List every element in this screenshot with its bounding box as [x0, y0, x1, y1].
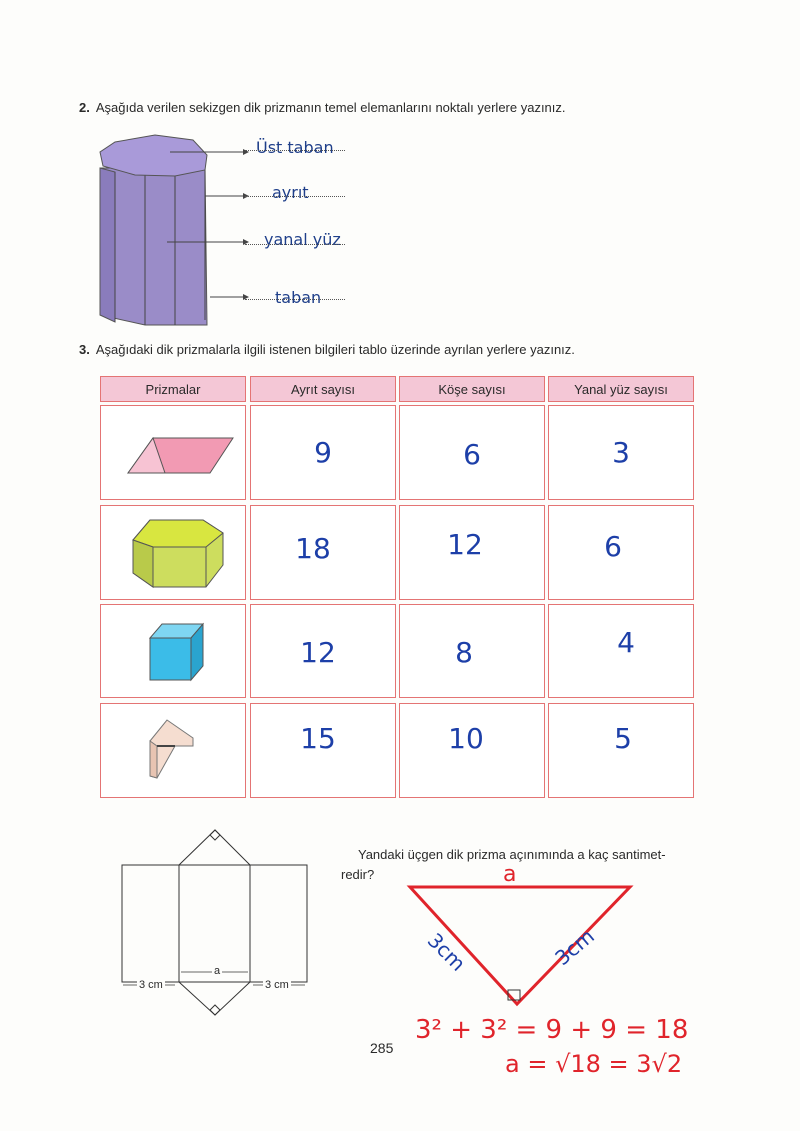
row1-faces: 3	[612, 436, 630, 469]
net-label-left: 3 cm	[139, 979, 163, 991]
answer-base: taban	[275, 288, 322, 307]
header-prisms: Prizmalar	[100, 376, 246, 402]
net-label-right: 3 cm	[265, 979, 289, 991]
octagonal-prism-figure	[95, 130, 255, 330]
row3-vertices: 8	[455, 636, 473, 669]
header-edges: Ayrıt sayısı	[250, 376, 396, 402]
answer-top-base: Üst taban	[256, 138, 334, 157]
question-text: Aşağıdaki dik prizmalarla ilgili istenen bilgileri tablo üzerinde ayrılan yerlere yazınız.	[95, 342, 575, 357]
pentagonal-prism-icon	[145, 716, 200, 782]
header-vertices: Köşe sayısı	[399, 376, 545, 402]
dotted-line	[245, 299, 345, 300]
triangle-label-top: a	[503, 862, 517, 887]
row1-vertices: 6	[463, 438, 481, 471]
row4-faces: 5	[614, 722, 632, 755]
row2-vertices: 12	[447, 528, 483, 561]
answer-edge: ayrıt	[272, 183, 309, 202]
header-faces: Yanal yüz sayısı	[548, 376, 694, 402]
question-3	[79, 342, 575, 357]
triangle-label-left: 3cm	[422, 928, 471, 976]
question-4-text-line1: Yandaki üçgen dik prizma açınımında a kaç santimet-	[358, 847, 666, 862]
hexagonal-prism-icon	[128, 515, 228, 590]
question-4-text-line2: redir?	[341, 867, 375, 882]
net-label-middle: a	[214, 965, 221, 977]
dotted-line	[245, 196, 345, 197]
dotted-line	[245, 244, 345, 245]
work-line-1: 3² + 3² = 9 + 9 = 18	[415, 1015, 689, 1045]
triangle-label-right: 3cm	[550, 923, 599, 971]
page-number: 285	[370, 1040, 394, 1056]
work-line-2: a = √18 = 3√2	[505, 1050, 683, 1078]
dotted-line	[245, 150, 345, 151]
question-number: 3.	[79, 342, 90, 357]
row3-edges: 12	[300, 636, 336, 669]
row2-faces: 6	[604, 530, 622, 563]
triangular-prism-icon	[125, 430, 235, 480]
row3-faces: 4	[617, 626, 635, 659]
cube-icon	[147, 620, 207, 685]
question-number: 2.	[79, 100, 90, 115]
question-2	[79, 100, 566, 115]
question-text: Aşağıda verilen sekizgen dik prizmanın temel elemanlarını noktalı yerlere yazınız.	[95, 100, 566, 115]
row1-edges: 9	[314, 436, 332, 469]
row2-edges: 18	[295, 532, 331, 565]
row4-edges: 15	[300, 722, 336, 755]
row4-vertices: 10	[448, 722, 484, 755]
answer-lateral-face: yanal yüz	[264, 230, 341, 249]
